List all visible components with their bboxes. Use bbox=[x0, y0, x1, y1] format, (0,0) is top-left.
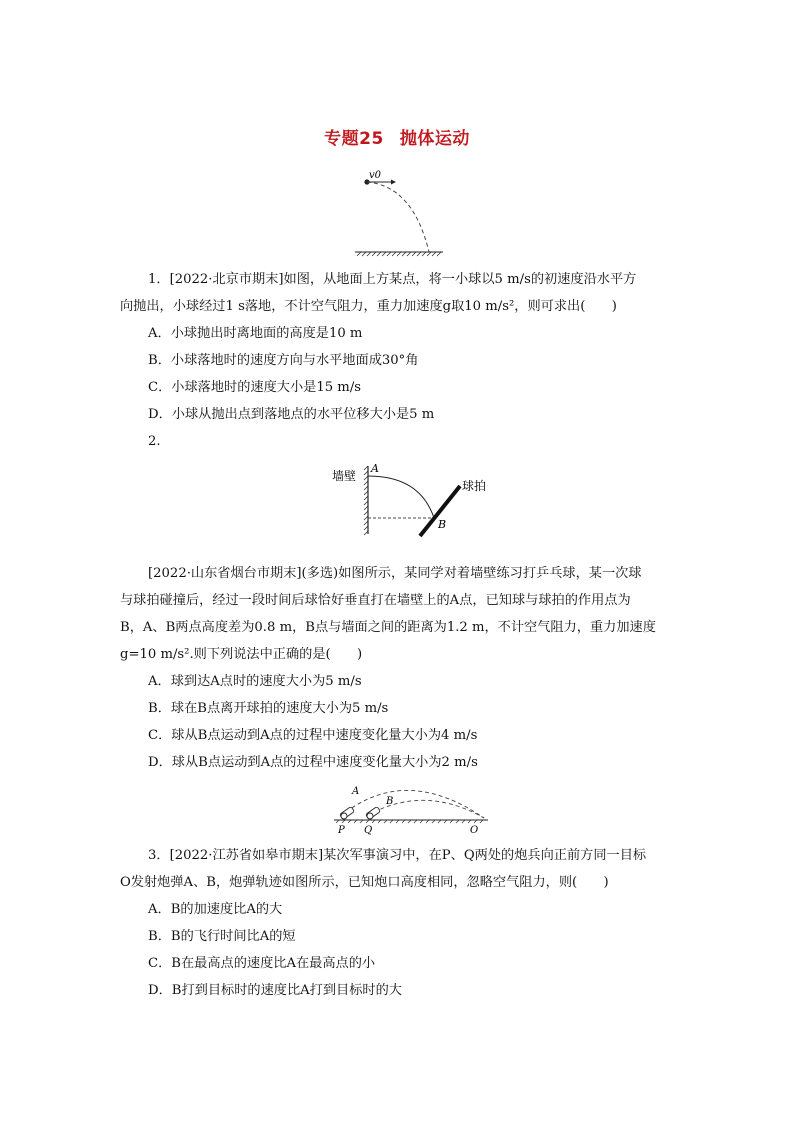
topic-number: 专题25 bbox=[324, 129, 384, 149]
q2-trajectory bbox=[368, 476, 434, 518]
q3-label-a: A bbox=[352, 786, 360, 797]
q1-stem-line1: 1．[2022·北京市期末]如图，从地面上方某点，将一小球以5 m/s的初速度沿水平方 bbox=[148, 272, 637, 287]
q2-stem-line2: 与球拍碰撞后，经过一段时间后球恰好垂直打在墙壁上的A点，已知球与球拍的作用点为 bbox=[120, 593, 631, 608]
q3-stem-line2: O发射炮弹A、B，炮弹轨迹如图所示，已知炮口高度相同，忽略空气阻力，则( ) bbox=[120, 875, 609, 890]
q3-label-o: O bbox=[470, 825, 479, 836]
q1-option-b: B．小球落地时的速度方向与水平地面成30°角 bbox=[148, 353, 419, 368]
q3-figure bbox=[328, 780, 490, 836]
q2-wall-label: 墙壁 bbox=[332, 469, 357, 483]
q2-racket-label: 球拍 bbox=[462, 479, 487, 493]
q2-option-c: C．球从B点运动到A点的过程中速度变化量大小为4 m/s bbox=[148, 728, 478, 743]
q3-cannon-q bbox=[366, 807, 381, 820]
q1-trajectory bbox=[367, 182, 429, 252]
q2-option-d: D．球从B点运动到A点的过程中速度变化量大小为2 m/s bbox=[148, 755, 478, 770]
q2-stem-line3: B，A、B两点高度差为0.8 m，B点与墙面之间的距离为1.2 m，不计空气阻力，重力加速度 bbox=[120, 620, 656, 635]
q3-option-a: A．B的加速度比A的大 bbox=[148, 902, 283, 917]
q2-option-a: A．球到达A点时的速度大小为5 m/s bbox=[148, 674, 362, 689]
page-title bbox=[0, 124, 794, 149]
q2-number: 2. bbox=[148, 434, 161, 449]
q1-option-d: D．小球从抛出点到落地点的水平位移大小是5 m bbox=[148, 407, 435, 422]
q2-stem-line4: g=10 m/s².则下列说法中正确的是( ) bbox=[120, 647, 363, 662]
q1-arrow-head bbox=[391, 180, 396, 185]
q1-figure bbox=[355, 168, 445, 260]
q1-stem-line2: 向抛出，小球经过1 s落地，不计空气阻力，重力加速度g取10 m/s²，则可求出( ) bbox=[120, 299, 617, 314]
q1-ground-hatch bbox=[357, 252, 441, 256]
q2-point-a-label: A bbox=[371, 462, 379, 475]
q3-label-b: B bbox=[386, 796, 394, 807]
q3-label-q: Q bbox=[364, 825, 373, 836]
q3-option-c: C．B在最高点的速度比A在最高点的小 bbox=[148, 956, 376, 971]
q1-v0-label: v0 bbox=[369, 170, 382, 181]
q2-figure bbox=[330, 458, 490, 538]
q2-point-b-label: B bbox=[438, 518, 447, 531]
q3-label-p: P bbox=[338, 825, 345, 836]
topic-name: 抛体运动 bbox=[399, 129, 470, 149]
q3-stem-line1: 3．[2022·江苏省如皋市期末]某次军事演习中，在P、Q两处的炮兵向正前方同一目标 bbox=[148, 848, 647, 863]
q3-cannon-p bbox=[340, 807, 355, 820]
q2-option-b: B．球在B点离开球拍的速度大小为5 m/s bbox=[148, 701, 389, 716]
q3-option-d: D．B打到目标时的速度比A打到目标时的大 bbox=[148, 983, 402, 998]
q1-option-c: C．小球落地时的速度大小是15 m/s bbox=[148, 380, 362, 395]
q1-option-a: A．小球抛出时离地面的高度是10 m bbox=[148, 326, 363, 341]
q3-option-b: B．B的飞行时间比A的短 bbox=[148, 929, 296, 944]
q2-wall-hatch bbox=[364, 466, 368, 535]
q2-stem-line1: [2022·山东省烟台市期末](多选)如图所示，某同学对着墙壁练习打乒乓球，某一次球 bbox=[148, 566, 642, 581]
